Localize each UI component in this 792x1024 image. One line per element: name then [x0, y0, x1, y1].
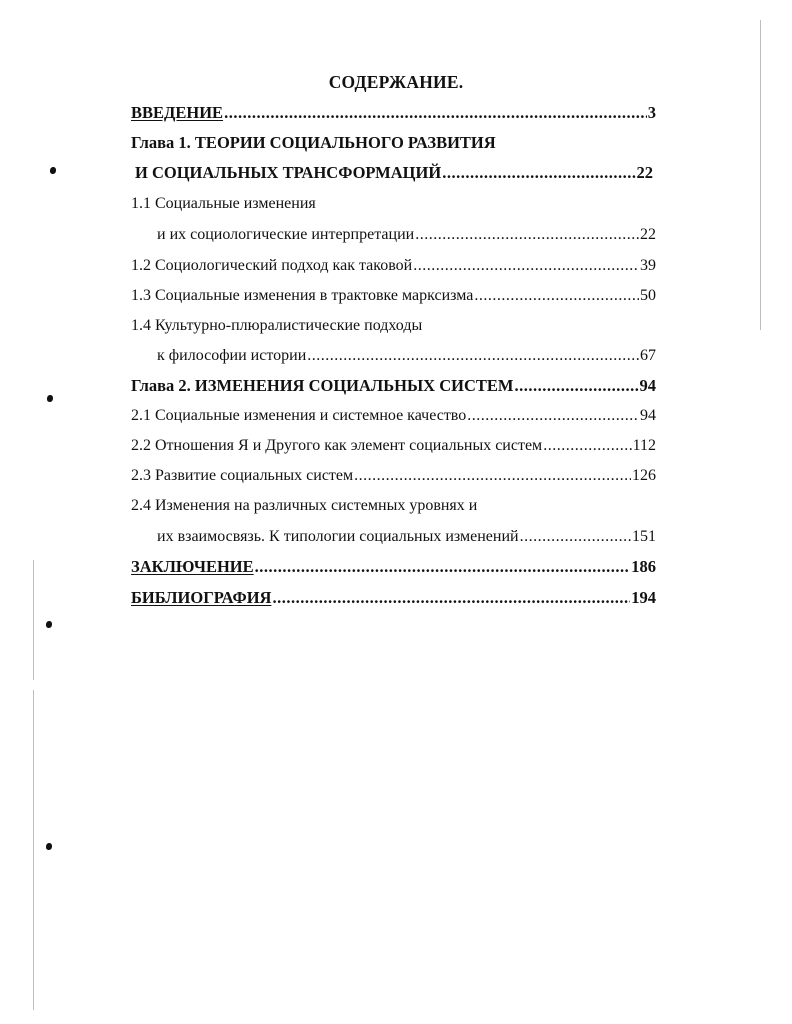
- toc-entry-page: 126: [632, 467, 656, 484]
- toc-entry-section-1-4-line-1: [131, 316, 656, 336]
- toc-entry-section-1-2: [131, 256, 656, 276]
- toc-entry-section-2-2: [131, 436, 656, 456]
- dot-leader: [224, 103, 647, 123]
- dot-leader: [272, 588, 630, 608]
- dot-leader: [354, 466, 631, 486]
- toc-entry-text: 1.2 Социологический подход как таковой: [131, 257, 413, 274]
- toc-entry-section-1-1-line-1: [131, 194, 656, 214]
- scan-speck-4: [46, 843, 52, 850]
- scan-speck-1: [50, 167, 56, 174]
- toc-entry-page: 94: [639, 376, 656, 395]
- toc-entry-bibliography: [131, 588, 656, 608]
- dot-leader: [413, 256, 639, 276]
- dot-leader: [415, 225, 639, 245]
- toc-entry-text: и их социологические интерпретации: [157, 226, 415, 243]
- toc-entry-text: Глава 2. ИЗМЕНЕНИЯ СОЦИАЛЬНЫХ СИСТЕМ: [131, 376, 514, 395]
- dot-leader: [543, 436, 631, 456]
- toc-entry-page: 50: [640, 287, 656, 304]
- dot-leader: [514, 376, 638, 396]
- toc-entry-text: 2.3 Развитие социальных систем: [131, 467, 354, 484]
- toc-entry-chapter-1-line-1: [131, 133, 656, 153]
- toc-entry-text: 1.4 Культурно-плюралистические подходы: [131, 317, 423, 334]
- toc-entry-page: 94: [640, 407, 656, 424]
- toc-entry-page: 3: [647, 103, 656, 122]
- toc-entry-text: 2.2 Отношения Я и Другого как элемент социальных систем: [131, 437, 543, 454]
- toc-entry-chapter-2: [131, 376, 656, 396]
- toc-entry-text: ЗАКЛЮЧЕНИЕ: [131, 557, 254, 576]
- scan-speck-2: [47, 395, 53, 402]
- toc-entry-section-2-4-line-1: [131, 496, 656, 516]
- toc-entry-section-1-3: [131, 286, 656, 306]
- toc-entry-page: 186: [631, 557, 656, 576]
- dot-leader: [442, 163, 635, 183]
- toc-entry-section-1-4-line-2: [157, 346, 656, 366]
- toc-entry-conclusion: [131, 557, 656, 577]
- toc-entry-text: 1.3 Социальные изменения в трактовке марксизма: [131, 287, 474, 304]
- toc-entry-section-1-1-line-2: [157, 225, 656, 245]
- toc-entry-section-2-3: [131, 466, 656, 486]
- toc-entry-page: 194: [631, 588, 656, 607]
- toc-entry-text: Глава 1. ТЕОРИИ СОЦИАЛЬНОГО РАЗВИТИЯ: [131, 133, 496, 152]
- toc-entry-text: их взаимосвязь. К типологии социальных изменений: [157, 528, 519, 545]
- toc-entry-page: 67: [640, 347, 656, 364]
- scan-edge-line-left: [33, 560, 34, 680]
- toc-entry-text: ВВЕДЕНИЕ: [131, 103, 224, 122]
- dot-leader: [474, 286, 639, 306]
- scan-edge-line-right: [760, 20, 761, 330]
- toc-entry-section-2-1: [131, 406, 656, 426]
- toc-entry-text: БИБЛИОГРАФИЯ: [131, 588, 272, 607]
- toc-entry-page: 112: [632, 437, 656, 454]
- toc-entry-page: 22: [636, 163, 653, 182]
- dot-leader: [467, 406, 639, 426]
- toc-entry-text: И СОЦИАЛЬНЫХ ТРАНСФОРМАЦИЙ: [135, 163, 442, 182]
- dot-leader: [255, 557, 631, 577]
- toc-entry-page: 39: [640, 257, 656, 274]
- toc-entry-text: к философии истории: [157, 347, 307, 364]
- scan-edge-line-left-lower: [33, 690, 34, 1010]
- toc-entry-section-2-4-line-2: [157, 527, 656, 547]
- toc-title: СОДЕРЖАНИЕ.: [328, 72, 464, 92]
- toc-entry-text: 2.4 Изменения на различных системных уровнях и: [131, 497, 478, 514]
- dot-leader: [307, 346, 639, 366]
- toc-entry-page: 22: [640, 226, 656, 243]
- toc-entry-chapter-1-line-2: [135, 163, 653, 183]
- toc-entry-text: 2.1 Социальные изменения и системное качество: [131, 407, 467, 424]
- toc-entry-introduction: [131, 103, 656, 123]
- scan-speck-3: [46, 621, 52, 628]
- toc-entry-text: 1.1 Социальные изменения: [131, 195, 316, 212]
- dot-leader: [520, 527, 631, 547]
- toc-entry-page: 151: [632, 528, 656, 545]
